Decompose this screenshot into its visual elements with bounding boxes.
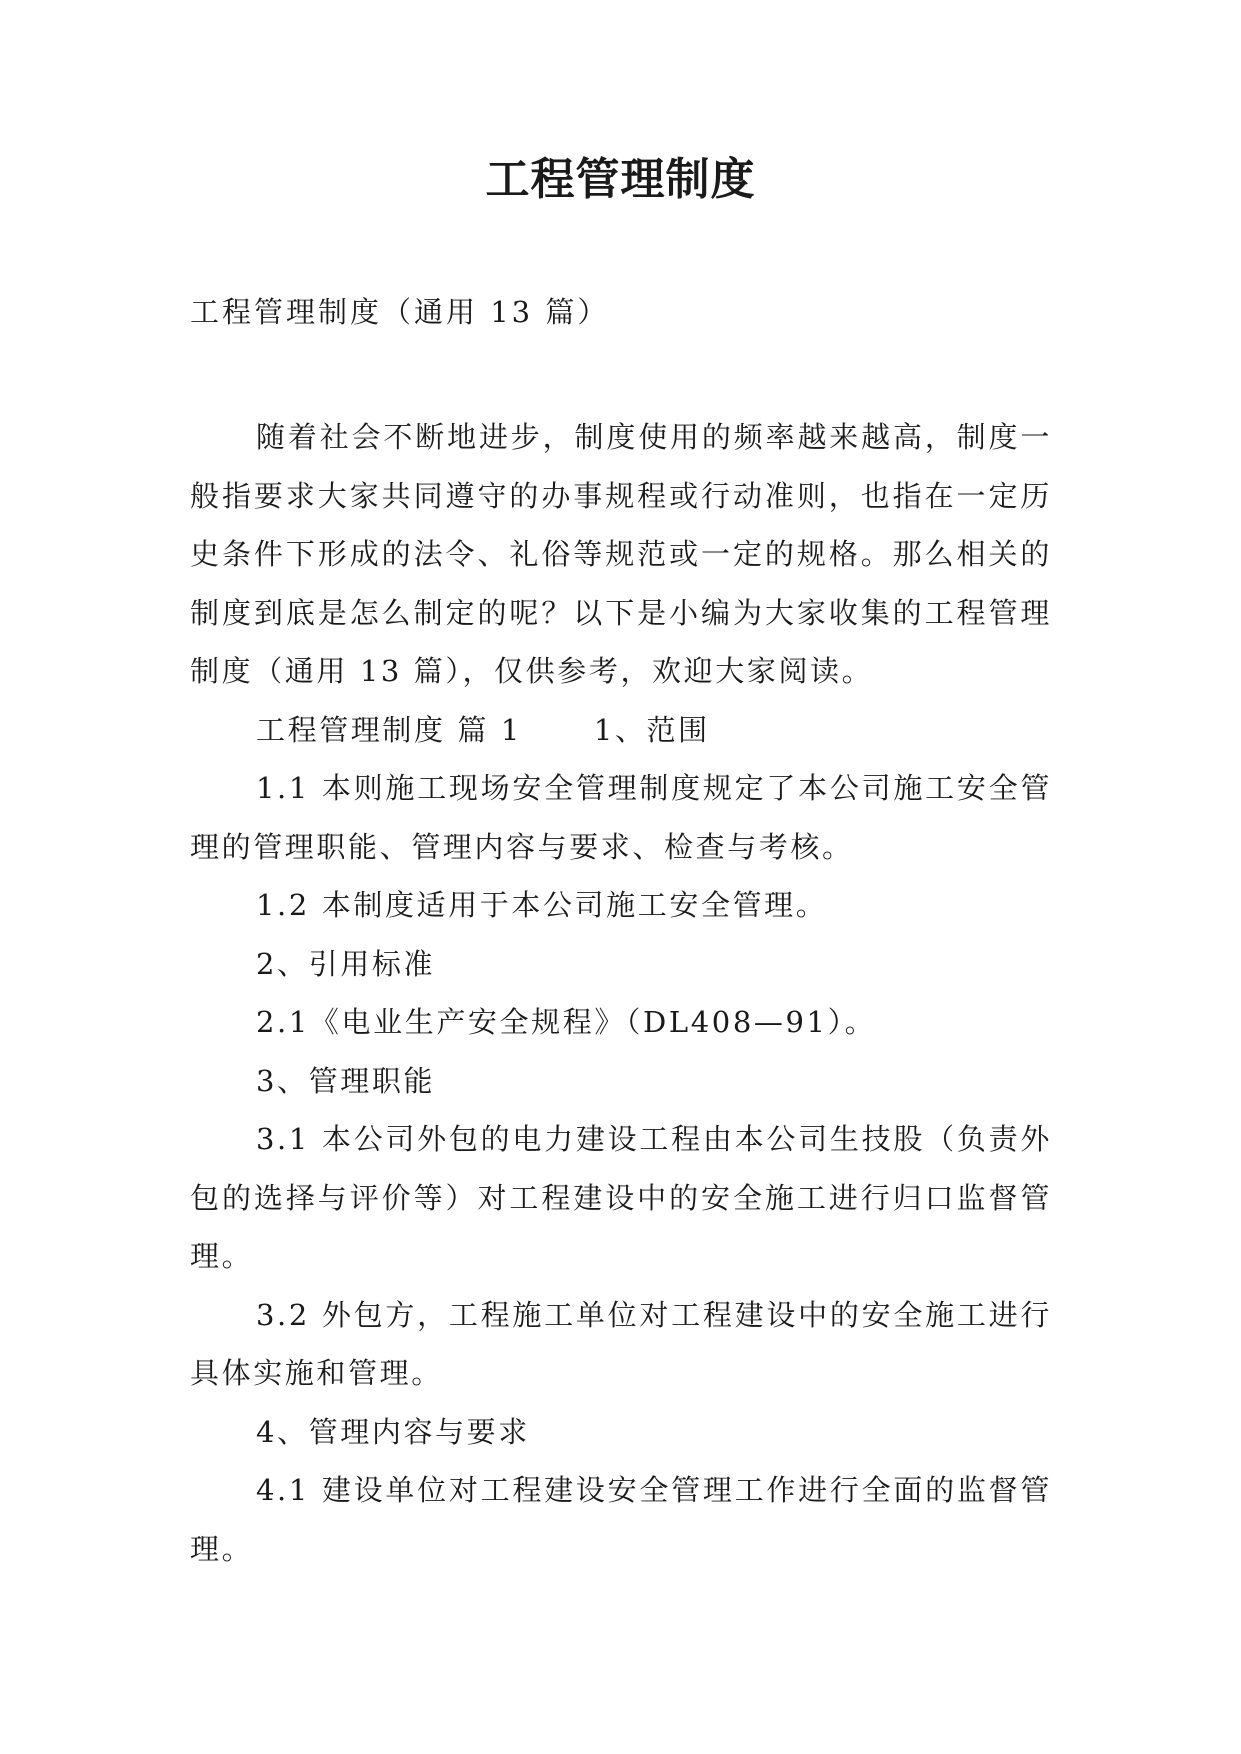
section-paragraph: 4.1 建设单位对工程建设安全管理工作进行全面的监督管理。 <box>190 1473 1052 1566</box>
document-title: 工程管理制度 <box>485 154 756 205</box>
section-paragraph: 3.1 本公司外包的电力建设工程由本公司生技股（负责外包的选择与评价等）对工程建设中的安全施工进行归口监督管理。 <box>190 1122 1052 1273</box>
document-subtitle: 工程管理制度（通用 13 篇） <box>190 295 610 329</box>
chapter-label: 工程管理制度 篇 1 <box>256 712 522 747</box>
section-paragraph: 1.1 本则施工现场安全管理制度规定了本公司施工安全管理的管理职能、管理内容与要求、检查与考核。 <box>190 771 1052 864</box>
section-heading: 4、管理内容与要求 <box>256 1414 530 1449</box>
section-paragraph: 1.2 本制度适用于本公司施工安全管理。 <box>256 888 828 922</box>
section-heading: 3、管理职能 <box>256 1063 436 1098</box>
section-paragraph: 3.2 外包方，工程施工单位对工程建设中的安全施工进行具体实施和管理。 <box>190 1297 1052 1390</box>
intro-paragraph: 随着社会不断地进步，制度使用的频率越来越高，制度一般指要求大家共同遵守的办事规程或行动准则，也指在一定历史条件下形成的法令、礼俗等规范或一定的规格。那么相关的制度到底是怎么制定的呢？以下是小编为大家收集的工程管理制度（通用 13 篇），仅供参考，欢迎大家阅读。 <box>190 420 1052 688</box>
section-paragraph: 2.1《电业生产安全规程》（DL408—91）。 <box>256 1005 877 1039</box>
chapter-section: 1、范围 <box>593 712 710 747</box>
chapter-heading <box>190 701 1052 760</box>
document-body <box>190 408 1052 1578</box>
section-heading: 2、引用标准 <box>256 946 436 981</box>
